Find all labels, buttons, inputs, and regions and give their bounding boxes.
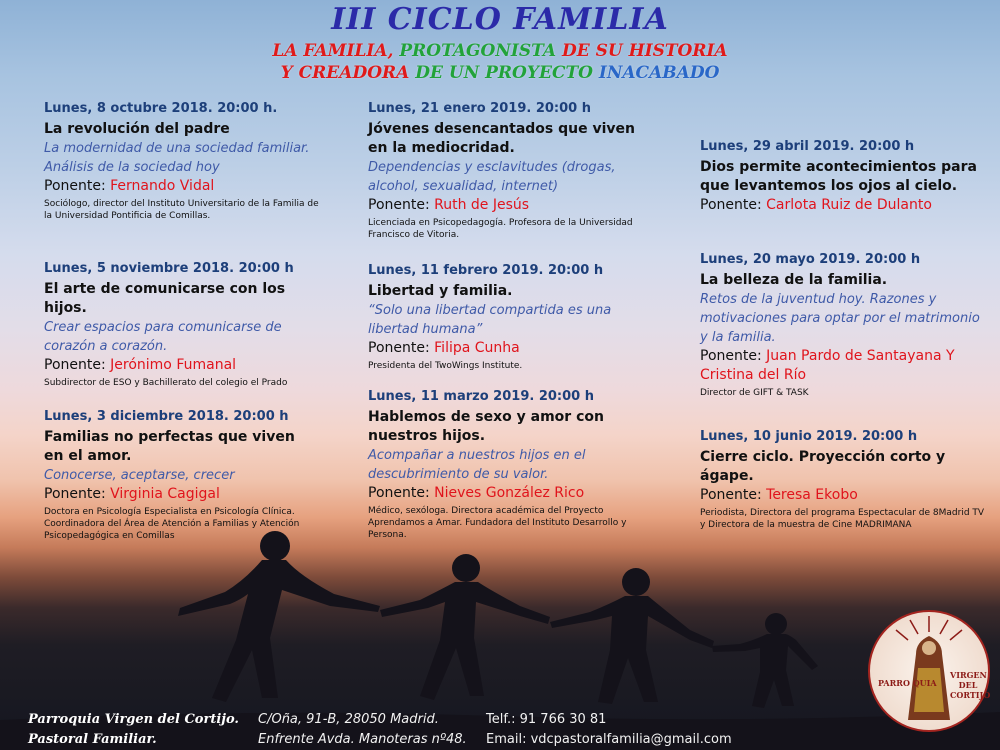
speaker-name: Carlota Ruiz de Dulanto bbox=[766, 197, 932, 213]
event-description: Crear espacios para comunicarse de corazón a corazón. bbox=[44, 320, 282, 354]
speaker-bio: Presidenta del TwoWings Institute. bbox=[368, 361, 523, 371]
event-date: Lunes, 11 marzo 2019. 20:00 h bbox=[368, 389, 594, 404]
event-title: Familias no perfectas que viven en el amor. bbox=[44, 429, 295, 464]
speaker-name: Teresa Ekobo bbox=[766, 487, 858, 503]
speaker-bio: Doctora en Psicología Especialista en Psicología Clínica. Coordinadora del Área de Atención a Familias y Atención Psicopedagógica en Comillas bbox=[44, 507, 300, 541]
event-description: La modernidad de una sociedad familiar. Análisis de la sociedad hoy bbox=[44, 141, 310, 175]
seal-text-left: PARRO QUIA bbox=[878, 678, 937, 688]
event-date: Lunes, 20 mayo 2019. 20:00 h bbox=[700, 252, 921, 267]
subtitle-part: INACABADO bbox=[598, 63, 720, 83]
event-date: Lunes, 3 diciembre 2018. 20:00 h bbox=[44, 409, 289, 424]
event-date: Lunes, 5 noviembre 2018. 20:00 h bbox=[44, 261, 294, 276]
seal-text-right: VIRGEN DEL CORTIJO bbox=[950, 670, 991, 700]
speaker-bio: Médico, sexóloga. Directora académica del Proyecto Aprendamos a Amar. Fundadora del Instituto Desarrollo y Persona. bbox=[368, 506, 627, 540]
event-title: Libertad y familia. bbox=[368, 283, 513, 299]
event-date: Lunes, 10 junio 2019. 20:00 h bbox=[700, 429, 918, 444]
event-title: Hablemos de sexo y amor con nuestros hijos. bbox=[368, 409, 604, 444]
page-title: III CICLO FAMILIA bbox=[331, 2, 669, 37]
event-date: Lunes, 29 abril 2019. 20:00 h bbox=[700, 139, 915, 154]
speaker-bio: Subdirector de ESO y Bachillerato del colegio el Prado bbox=[44, 378, 288, 388]
parish-seal-logo bbox=[868, 610, 990, 732]
event-title: Cierre ciclo. Proyección corto y ágape. bbox=[700, 449, 946, 484]
event-description: Conocerse, aceptarse, crecer bbox=[44, 468, 235, 483]
subtitle-part: PROTAGONISTA bbox=[399, 41, 562, 61]
event-speaker bbox=[44, 177, 319, 196]
event-speaker bbox=[368, 196, 640, 215]
event-card bbox=[700, 428, 985, 531]
speaker-bio: Director de GIFT & TASK bbox=[700, 388, 809, 398]
event-speaker bbox=[700, 347, 985, 385]
event-description: Acompañar a nuestros hijos en el descubrimiento de su valor. bbox=[368, 448, 586, 482]
event-card bbox=[368, 100, 640, 241]
ponente-label: Ponente: bbox=[700, 348, 767, 364]
subtitle-line-2 bbox=[0, 62, 1000, 84]
ponente-label: Ponente: bbox=[44, 357, 111, 373]
ponente-label: Ponente: bbox=[44, 178, 111, 194]
event-card bbox=[44, 100, 319, 222]
event-card bbox=[44, 260, 319, 389]
subtitle-part: Y CREADORA bbox=[280, 63, 416, 83]
event-title: La revolución del padre bbox=[44, 121, 230, 137]
ponente-label: Ponente: bbox=[700, 487, 767, 503]
event-speaker bbox=[368, 339, 640, 358]
subtitle-line-1 bbox=[0, 40, 1000, 62]
speaker-name: Filipa Cunha bbox=[434, 340, 520, 356]
event-card bbox=[368, 388, 640, 541]
event-title: El arte de comunicarse con los hijos. bbox=[44, 281, 286, 316]
speaker-bio: Sociólogo, director del Instituto Universitario de la Familia de la Universidad Pontificia de Comillas. bbox=[44, 199, 319, 221]
event-date: Lunes, 8 octubre 2018. 20:00 h. bbox=[44, 101, 278, 116]
event-description: “Solo una libertad compartida es una libertad humana” bbox=[368, 303, 612, 337]
address-line: C/Oña, 91-B, 28050 Madrid. bbox=[258, 712, 439, 727]
organization-department: Pastoral Familiar. bbox=[28, 732, 157, 747]
event-description: Dependencias y esclavitudes (drogas, alcohol, sexualidad, internet) bbox=[368, 160, 616, 194]
event-speaker bbox=[368, 484, 640, 503]
event-card bbox=[700, 251, 985, 399]
speaker-name: Juan Pardo de Santayana Y Cristina del Río bbox=[700, 348, 955, 383]
speaker-bio: Licenciada en Psicopedagogía. Profesora de la Universidad Francisco de Vitoria. bbox=[368, 218, 633, 240]
speaker-bio: Periodista, Directora del programa Espectacular de 8Madrid TV y Directora de la muestra de Cine MADRIMANA bbox=[700, 508, 985, 530]
organization-name: Parroquia Virgen del Cortijo. bbox=[28, 712, 239, 727]
email: Email: vdcpastoralfamilia@gmail.com bbox=[486, 732, 732, 747]
ponente-label: Ponente: bbox=[368, 485, 435, 501]
subtitle-part: DE SU HISTORIA bbox=[561, 41, 728, 61]
speaker-name: Fernando Vidal bbox=[110, 178, 215, 194]
event-speaker bbox=[44, 485, 319, 504]
event-speaker bbox=[700, 196, 980, 215]
footer-contact bbox=[486, 710, 732, 750]
event-description: Retos de la juventud hoy. Razones y motivaciones para optar por el matrimonio y la familia. bbox=[700, 292, 980, 345]
subtitle-part: LA FAMILIA, bbox=[272, 41, 400, 61]
event-title: La belleza de la familia. bbox=[700, 272, 888, 288]
event-card bbox=[700, 138, 980, 215]
address-line: Enfrente Avda. Manoteras nº48. bbox=[258, 732, 467, 747]
event-title: Jóvenes desencantados que viven en la mediocridad. bbox=[368, 121, 635, 156]
ponente-label: Ponente: bbox=[700, 197, 767, 213]
footer-organization bbox=[28, 710, 239, 750]
speaker-name: Ruth de Jesús bbox=[434, 197, 530, 213]
event-title: Dios permite acontecimientos para que levantemos los ojos al cielo. bbox=[700, 159, 977, 194]
speaker-name: Jerónimo Fumanal bbox=[110, 357, 237, 373]
event-date: Lunes, 21 enero 2019. 20:00 h bbox=[368, 101, 591, 116]
ponente-label: Ponente: bbox=[368, 197, 435, 213]
telephone: Telf.: 91 766 30 81 bbox=[486, 712, 607, 727]
event-date: Lunes, 11 febrero 2019. 20:00 h bbox=[368, 263, 604, 278]
footer-address bbox=[258, 710, 467, 750]
event-speaker bbox=[44, 356, 319, 375]
speaker-name: Virginia Cagigal bbox=[110, 486, 220, 502]
event-speaker bbox=[700, 486, 985, 505]
event-card bbox=[368, 262, 640, 372]
speaker-name: Nieves González Rico bbox=[434, 485, 585, 501]
ponente-label: Ponente: bbox=[368, 340, 435, 356]
subtitle-part: DE UN PROYECTO bbox=[415, 63, 599, 83]
ponente-label: Ponente: bbox=[44, 486, 111, 502]
